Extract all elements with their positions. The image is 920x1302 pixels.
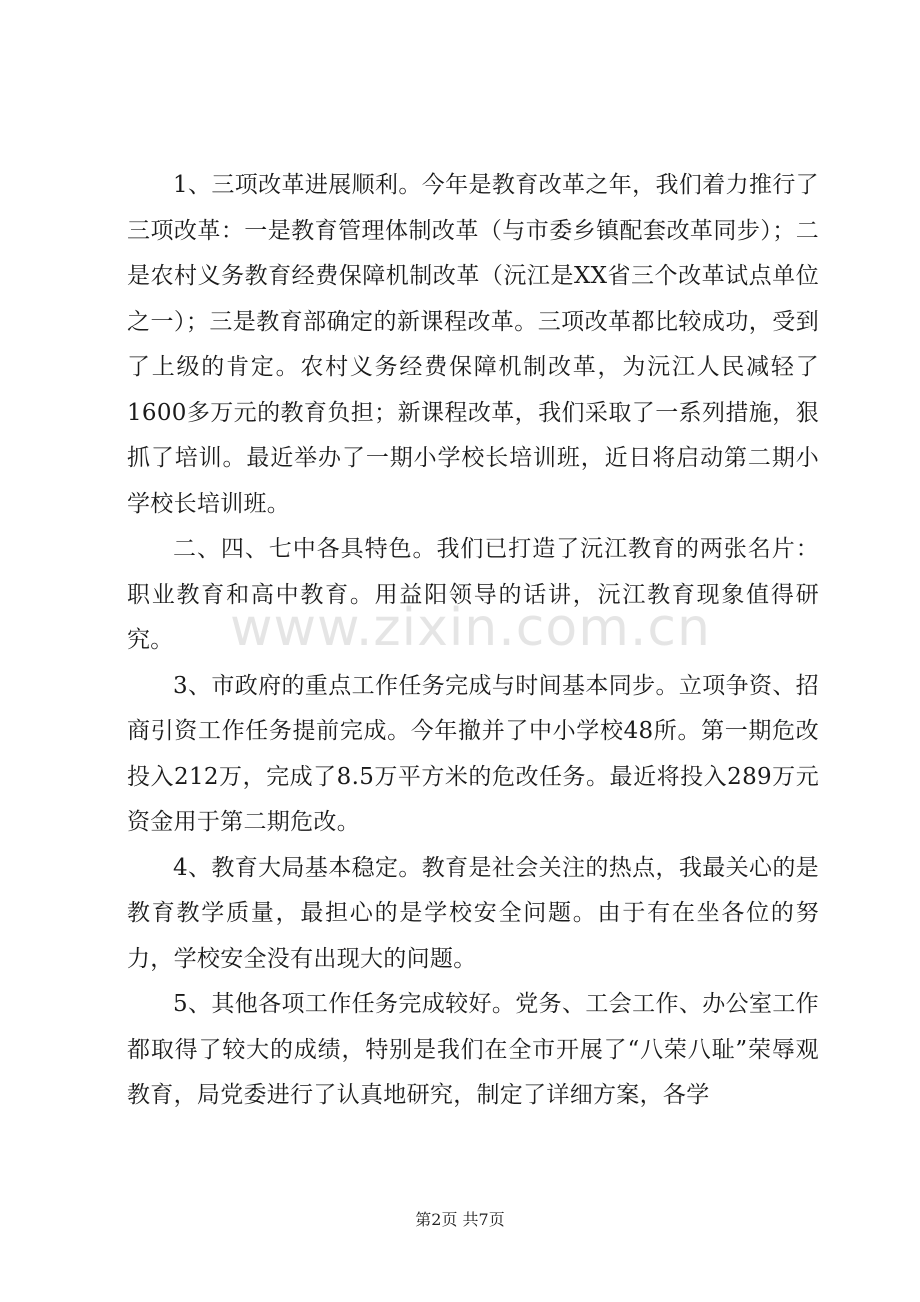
paragraph-2: 二、四、七中各具特色。我们已打造了沅江教育的两张名片：职业教育和高中教育。用益阳领导的话讲，沅江教育现象值得研究。 — [127, 536, 819, 653]
paragraph-1: 1、三项改革进展顺利。今年是教育改革之年，我们着力推行了三项改革：一是教育管理体制改革（与市委乡镇配套改革同步）；二是农村义务教育经费保障机制改革（沅江是XX省三个改革试点单位之一）；三是教育部确定的新课程改革。三项改革都比较成功，受到了上级的肯定。农村义务经费保障机制改革，为沅江人民减轻了1600多万元的教育负担；新课程改革，我们采取了一系列措施，狠抓了培训。最近举办了一期小学校长培训班，近日将启动第二期小学校长培训班。 — [127, 172, 819, 517]
paragraph-3: 3、市政府的重点工作任务完成与时间基本同步。立项争资、招商引资工作任务提前完成。今年撤并了中小学校48所。第一期危改投入212万，完成了8.5万平方米的危改任务。最近将投入289万元资金用于第二期危改。 — [127, 672, 819, 835]
paragraph-5: 5、其他各项工作任务完成较好。党务、工会工作、办公室工作都取得了较大的成绩，特别是我们在全市开展了“八荣八耻”荣辱观教育，局党委进行了认真地研究，制定了详细方案，各学 — [127, 991, 819, 1108]
watermark: www.zixin.com.cn — [230, 598, 711, 658]
paragraph-4: 4、教育大局基本稳定。教育是社会关注的热点，我最关心的是教育教学质量，最担心的是学校安全问题。由于有在坐各位的努力，学校安全没有出现大的问题。 — [127, 854, 819, 972]
page-footer: 第2页 共7页 — [415, 1210, 505, 1229]
